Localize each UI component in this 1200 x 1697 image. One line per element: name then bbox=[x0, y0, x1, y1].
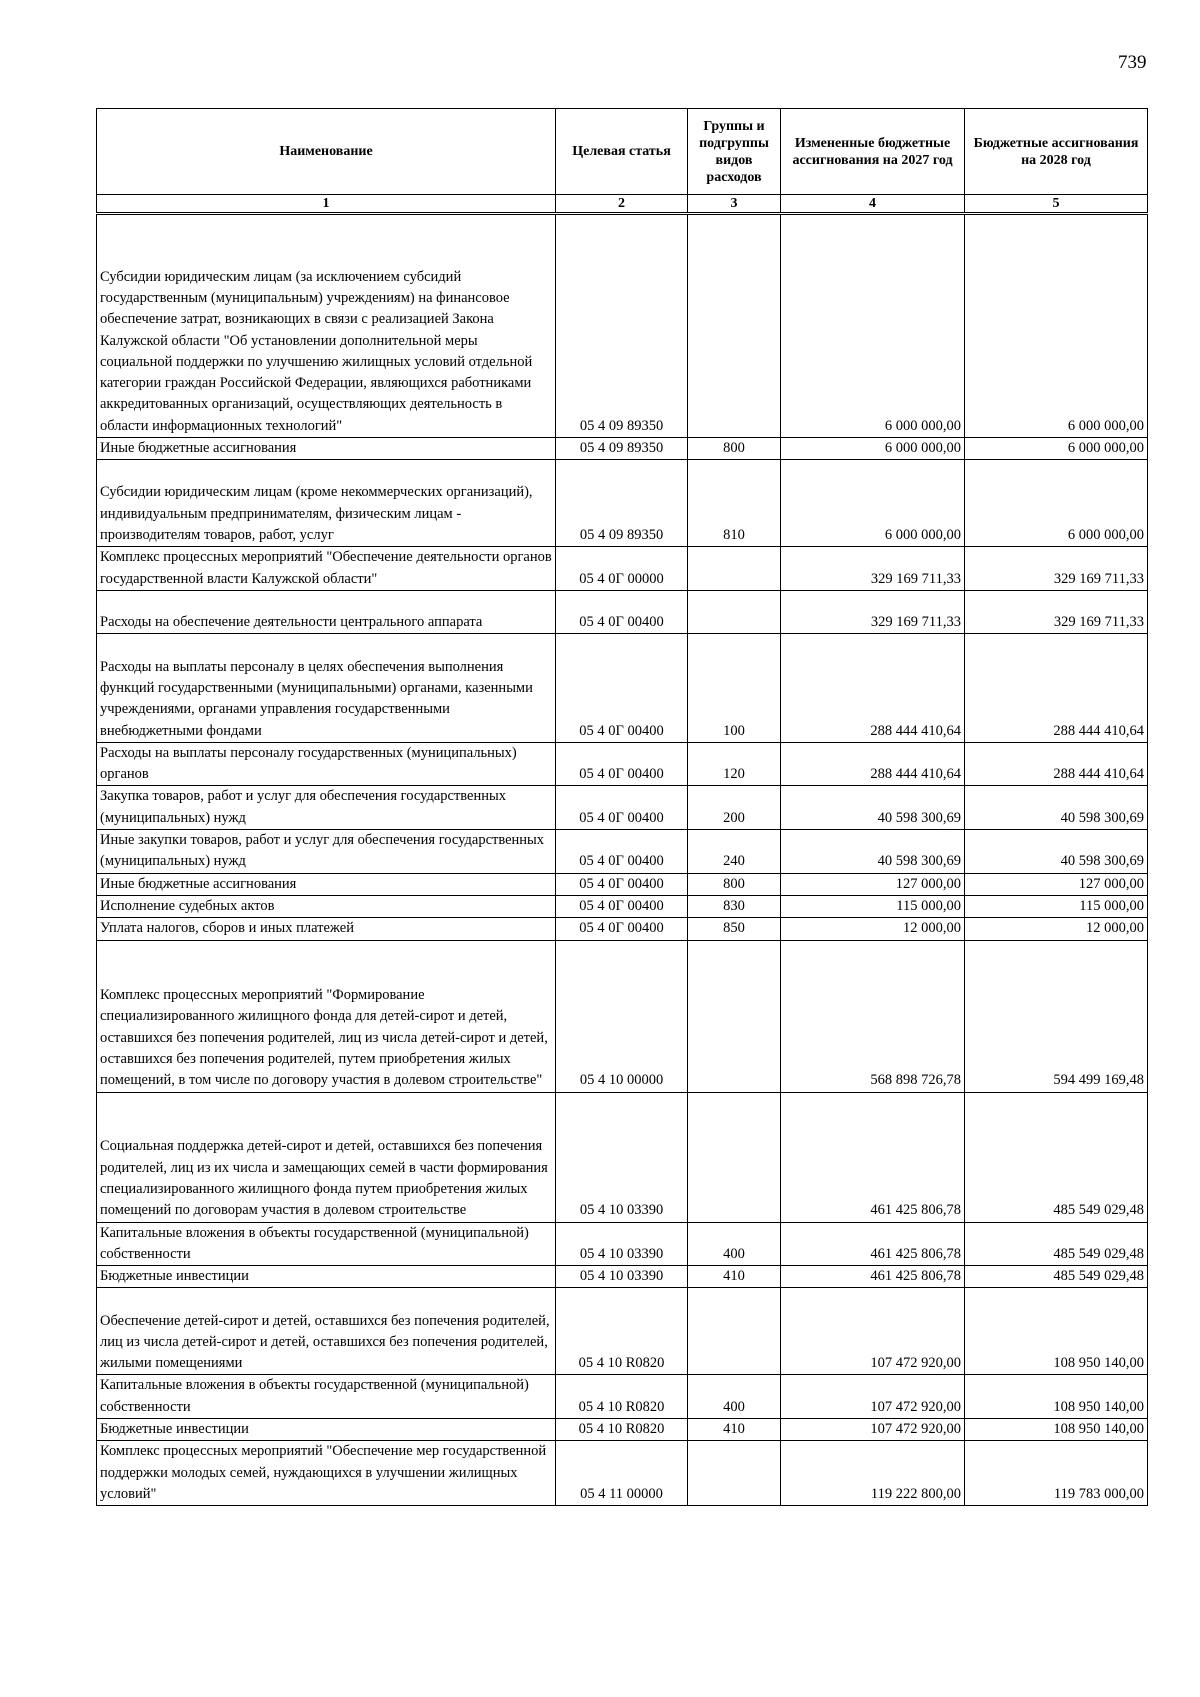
row-code: 05 4 11 00000 bbox=[556, 1441, 688, 1506]
row-amount-2028: 119 783 000,00 bbox=[965, 1441, 1148, 1506]
row-type: 800 bbox=[688, 873, 781, 895]
row-code: 05 4 10 R0820 bbox=[556, 1288, 688, 1375]
row-code: 05 4 0Г 00400 bbox=[556, 873, 688, 895]
row-type: 850 bbox=[688, 918, 781, 940]
row-amount-2028: 6 000 000,00 bbox=[965, 438, 1148, 460]
row-name: Социальная поддержка детей-сирот и детей, оставшихся без попечения родителей, лиц из их числа и замещающих семей в части формирования специализированного жилищного фонда путем приобретения жилых помещений по договорам участия в долевом строительстве bbox=[97, 1092, 556, 1222]
column-number-row bbox=[97, 195, 1148, 214]
row-type: 120 bbox=[688, 742, 781, 786]
row-type: 400 bbox=[688, 1222, 781, 1266]
row-name: Уплата налогов, сборов и иных платежей bbox=[97, 918, 556, 940]
row-code: 05 4 10 R0820 bbox=[556, 1419, 688, 1441]
row-amount-2028: 485 549 029,48 bbox=[965, 1222, 1148, 1266]
row-code: 05 4 0Г 00400 bbox=[556, 742, 688, 786]
row-amount-2028: 288 444 410,64 bbox=[965, 633, 1148, 742]
row-type bbox=[688, 590, 781, 633]
row-amount-2028: 329 169 711,33 bbox=[965, 547, 1148, 591]
row-amount-2028: 288 444 410,64 bbox=[965, 742, 1148, 786]
row-type: 200 bbox=[688, 786, 781, 830]
table-row bbox=[97, 1288, 1148, 1375]
row-amount-2027: 461 425 806,78 bbox=[781, 1266, 965, 1288]
row-amount-2027: 107 472 920,00 bbox=[781, 1419, 965, 1441]
page-number: 739 bbox=[1118, 52, 1147, 73]
row-amount-2028: 12 000,00 bbox=[965, 918, 1148, 940]
row-name: Комплекс процессных мероприятий "Формирование специализированного жилищного фонда для детей-сирот и детей, оставшихся без попечения родителей, лиц из числа детей-сирот и детей, оставшихся без попечения родителей, путем приобретения жилых помещений, в том числе по договору участия в долевом строительстве" bbox=[97, 940, 556, 1092]
row-type: 810 bbox=[688, 460, 781, 547]
row-amount-2027: 6 000 000,00 bbox=[781, 438, 965, 460]
table-row bbox=[97, 895, 1148, 917]
row-code: 05 4 10 03390 bbox=[556, 1092, 688, 1222]
row-type bbox=[688, 940, 781, 1092]
table-row bbox=[97, 786, 1148, 830]
row-amount-2027: 461 425 806,78 bbox=[781, 1092, 965, 1222]
row-code: 05 4 10 00000 bbox=[556, 940, 688, 1092]
row-amount-2027: 461 425 806,78 bbox=[781, 1222, 965, 1266]
row-code: 05 4 0Г 00400 bbox=[556, 633, 688, 742]
table-row bbox=[97, 1266, 1148, 1288]
table-row bbox=[97, 590, 1148, 633]
row-amount-2028: 108 950 140,00 bbox=[965, 1288, 1148, 1375]
row-amount-2027: 119 222 800,00 bbox=[781, 1441, 965, 1506]
row-name: Капитальные вложения в объекты государственной (муниципальной) собственности bbox=[97, 1222, 556, 1266]
table-row bbox=[97, 742, 1148, 786]
table-row bbox=[97, 633, 1148, 742]
header-target: Целевая статья bbox=[556, 109, 688, 195]
header-name: Наименование bbox=[97, 109, 556, 195]
row-type: 400 bbox=[688, 1375, 781, 1419]
row-name: Иные бюджетные ассигнования bbox=[97, 438, 556, 460]
row-amount-2028: 127 000,00 bbox=[965, 873, 1148, 895]
table-row bbox=[97, 214, 1148, 438]
row-name: Капитальные вложения в объекты государственной (муниципальной) собственности bbox=[97, 1375, 556, 1419]
header-amount-2027: Измененные бюджетные ассигнования на 2027 год bbox=[781, 109, 965, 195]
row-amount-2027: 107 472 920,00 bbox=[781, 1375, 965, 1419]
table-row bbox=[97, 438, 1148, 460]
row-amount-2027: 329 169 711,33 bbox=[781, 547, 965, 591]
table-row bbox=[97, 547, 1148, 591]
row-code: 05 4 10 R0820 bbox=[556, 1375, 688, 1419]
row-name: Бюджетные инвестиции bbox=[97, 1266, 556, 1288]
row-name: Иные бюджетные ассигнования bbox=[97, 873, 556, 895]
table-row bbox=[97, 1441, 1148, 1506]
header-groups: Группы и подгруппы видов расходов bbox=[688, 109, 781, 195]
row-type: 100 bbox=[688, 633, 781, 742]
table-row bbox=[97, 873, 1148, 895]
row-type: 410 bbox=[688, 1266, 781, 1288]
row-amount-2028: 485 549 029,48 bbox=[965, 1266, 1148, 1288]
row-code: 05 4 10 03390 bbox=[556, 1222, 688, 1266]
row-amount-2027: 288 444 410,64 bbox=[781, 742, 965, 786]
row-amount-2028: 108 950 140,00 bbox=[965, 1419, 1148, 1441]
row-amount-2028: 485 549 029,48 bbox=[965, 1092, 1148, 1222]
header-amount-2028: Бюджетные ассигнования на 2028 год bbox=[965, 109, 1148, 195]
row-amount-2028: 108 950 140,00 bbox=[965, 1375, 1148, 1419]
row-amount-2028: 594 499 169,48 bbox=[965, 940, 1148, 1092]
row-name: Расходы на выплаты персоналу в целях обеспечения выполнения функций государственными (муниципальными) органами, казенными учреждениями, органами управления государственными внебюджетными фондами bbox=[97, 633, 556, 742]
column-number: 5 bbox=[965, 195, 1148, 214]
row-code: 05 4 10 03390 bbox=[556, 1266, 688, 1288]
row-amount-2028: 115 000,00 bbox=[965, 895, 1148, 917]
row-code: 05 4 0Г 00400 bbox=[556, 918, 688, 940]
row-amount-2027: 568 898 726,78 bbox=[781, 940, 965, 1092]
row-name: Расходы на выплаты персоналу государственных (муниципальных) органов bbox=[97, 742, 556, 786]
table-row bbox=[97, 1222, 1148, 1266]
row-name: Комплекс процессных мероприятий "Обеспечение мер государственной поддержки молодых семей, нуждающихся в улучшении жилищных условий" bbox=[97, 1441, 556, 1506]
row-amount-2027: 6 000 000,00 bbox=[781, 214, 965, 438]
row-code: 05 4 0Г 00400 bbox=[556, 590, 688, 633]
table-row bbox=[97, 830, 1148, 874]
row-code: 05 4 0Г 00000 bbox=[556, 547, 688, 591]
column-number: 2 bbox=[556, 195, 688, 214]
row-code: 05 4 09 89350 bbox=[556, 214, 688, 438]
row-code: 05 4 09 89350 bbox=[556, 438, 688, 460]
row-amount-2027: 40 598 300,69 bbox=[781, 786, 965, 830]
table-row bbox=[97, 1375, 1148, 1419]
row-amount-2027: 288 444 410,64 bbox=[781, 633, 965, 742]
table-row bbox=[97, 460, 1148, 547]
row-name: Расходы на обеспечение деятельности центрального аппарата bbox=[97, 590, 556, 633]
row-amount-2027: 40 598 300,69 bbox=[781, 830, 965, 874]
row-type bbox=[688, 1288, 781, 1375]
row-code: 05 4 0Г 00400 bbox=[556, 830, 688, 874]
table-row bbox=[97, 940, 1148, 1092]
row-amount-2027: 12 000,00 bbox=[781, 918, 965, 940]
row-type bbox=[688, 214, 781, 438]
table-row bbox=[97, 1092, 1148, 1222]
row-type bbox=[688, 547, 781, 591]
row-code: 05 4 09 89350 bbox=[556, 460, 688, 547]
row-amount-2028: 329 169 711,33 bbox=[965, 590, 1148, 633]
row-amount-2028: 6 000 000,00 bbox=[965, 214, 1148, 438]
row-amount-2028: 6 000 000,00 bbox=[965, 460, 1148, 547]
row-amount-2028: 40 598 300,69 bbox=[965, 786, 1148, 830]
row-type: 240 bbox=[688, 830, 781, 874]
row-name: Комплекс процессных мероприятий "Обеспечение деятельности органов государственной власти Калужской области" bbox=[97, 547, 556, 591]
row-type bbox=[688, 1092, 781, 1222]
row-amount-2027: 115 000,00 bbox=[781, 895, 965, 917]
row-amount-2028: 40 598 300,69 bbox=[965, 830, 1148, 874]
row-name: Обеспечение детей-сирот и детей, оставшихся без попечения родителей, лиц из числа детей-сирот и детей, оставшихся без попечения родителей, жилыми помещениями bbox=[97, 1288, 556, 1375]
row-code: 05 4 0Г 00400 bbox=[556, 895, 688, 917]
row-amount-2027: 6 000 000,00 bbox=[781, 460, 965, 547]
row-amount-2027: 329 169 711,33 bbox=[781, 590, 965, 633]
column-number: 3 bbox=[688, 195, 781, 214]
row-code: 05 4 0Г 00400 bbox=[556, 786, 688, 830]
row-type: 830 bbox=[688, 895, 781, 917]
column-number: 4 bbox=[781, 195, 965, 214]
row-type bbox=[688, 1441, 781, 1506]
row-amount-2027: 127 000,00 bbox=[781, 873, 965, 895]
row-name: Закупка товаров, работ и услуг для обеспечения государственных (муниципальных) нужд bbox=[97, 786, 556, 830]
row-type: 410 bbox=[688, 1419, 781, 1441]
column-number: 1 bbox=[97, 195, 556, 214]
header-row bbox=[97, 109, 1148, 195]
row-type: 800 bbox=[688, 438, 781, 460]
row-name: Субсидии юридическим лицам (кроме некоммерческих организаций), индивидуальным предпринимателям, физическим лицам - производителям товаров, работ, услуг bbox=[97, 460, 556, 547]
row-amount-2027: 107 472 920,00 bbox=[781, 1288, 965, 1375]
row-name: Бюджетные инвестиции bbox=[97, 1419, 556, 1441]
table-row bbox=[97, 1419, 1148, 1441]
row-name: Иные закупки товаров, работ и услуг для обеспечения государственных (муниципальных) нужд bbox=[97, 830, 556, 874]
row-name: Субсидии юридическим лицам (за исключением субсидий государственным (муниципальным) учреждениям) на финансовое обеспечение затрат, возникающих в связи с реализацией Закона Калужской области "Об установлении дополнительной меры социальной поддержки по улучшению жилищных условий отдельной категории граждан Российской Федерации, являющихся работниками аккредитованных организаций, осуществляющих деятельность в области информационных технологий" bbox=[97, 214, 556, 438]
row-name: Исполнение судебных актов bbox=[97, 895, 556, 917]
table-row bbox=[97, 918, 1148, 940]
budget-table bbox=[96, 108, 1148, 1506]
